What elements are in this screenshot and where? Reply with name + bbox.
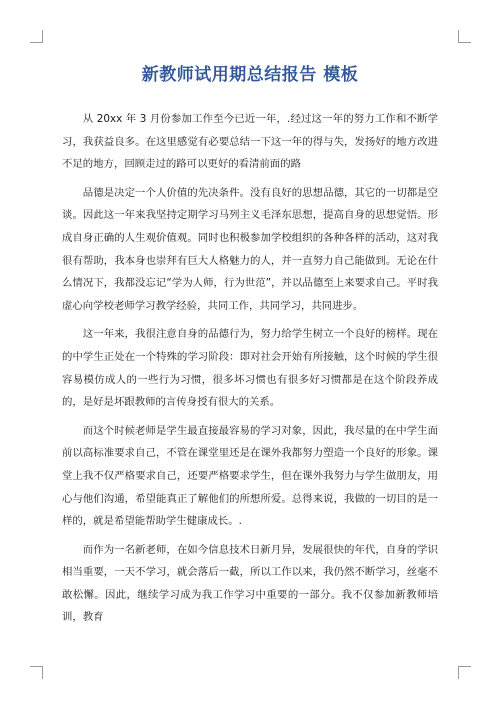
document-title: 新教师试用期总结报告 模板 [141,65,359,85]
paragraph-5: 而作为一名新老师，在如今信息技术日新月异，发展很快的年代，自身的学识相当重要，一天不学习，就会落后一截，所以工作以来，我仍然不断学习，丝毫不敢松懈。因此，继续学习成为我工作学习中重要的一部分。我不仅参加新教师培训，教育 [62,543,438,624]
crop-mark-bottom-right [458,666,471,679]
paragraph-3: 这一年来，我很注意自身的品德行为，努力给学生树立一个良好的榜样。现在的中学生正处在一个特殊的学习阶段：即对社会开始有所接触，这个时候的学生很容易模仿成人的一些行为习惯，很多坏习惯也有很多好习惯都是在这个阶段养成的，是好是坏跟教师的言传身授有很大的关系。 [62,328,438,409]
crop-mark-top-right [458,30,471,43]
crop-mark-bottom-left [30,666,43,679]
document-body [62,108,438,635]
crop-mark-top-left [30,30,43,43]
paragraph-4: 而这个时候老师是学生最直接最容易的学习对象，因此，我尽量的在中学生面前以高标准要求自己，不管在课堂里还是在课外我都努力塑造一个良好的形象。课堂上我不仅严格要求自己，还要严格要求学生，但在课外我努力与学生做朋友，用心与他们沟通，希望能真正了解他们的所想所爱。总得来说，我做的一切目的是一样的，就是希望能帮助学生健康成长。. [62,424,438,528]
paragraph-2: 品德是决定一个人价值的先决条件。没有良好的思想品德，其它的一切都是空谈。因此这一年来我坚持定期学习马列主义毛泽东思想，提高自身的思想觉悟。形成自身正确的人生观价值观。同时也积极参加学校组织的各种各样的活动，这对我很有帮助，我本身也崇拜有巨大人格魅力的人，并一直努力自己能做到。无论在什么情况下，我都没忘记“学为人师，行为世范”，并以品德至上来要求自己。平时我虚心向学校老师学习教学经验，共同工作，共同学习，共同进步。 [62,186,438,312]
paragraph-1: 从 20xx 年 3 月份参加工作至今已近一年，.经过这一年的努力工作和不断学习，我获益良多。在这里感觉有必要总结一下这一年的得与失，发扬好的地方改进不足的地方，回顾走过的路可以更好的看清前面的路 [62,113,438,171]
